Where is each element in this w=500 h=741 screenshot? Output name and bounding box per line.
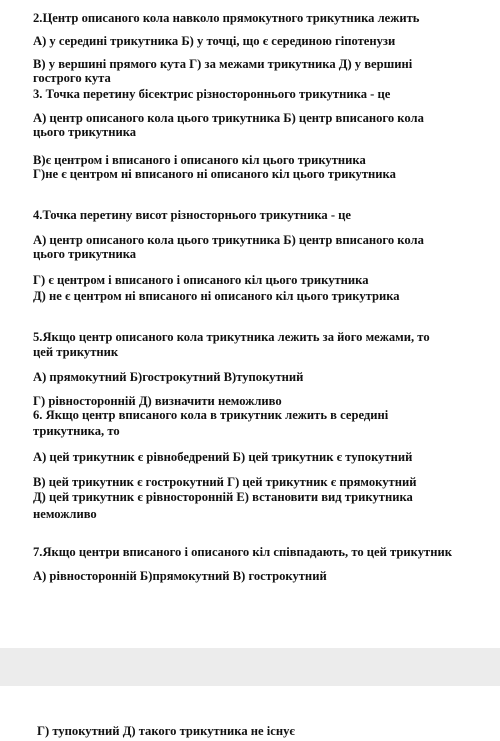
question-4-option-g: Г) є центром і вписаного і описаного кіл цього трикутника — [33, 273, 369, 287]
question-5-options-gd: Г) рівносторонній Д) визначити неможливо — [33, 394, 282, 408]
question-3-title: 3. Точка перетину бісектрис різностороннього трикутника - це — [33, 87, 391, 101]
question-7-title: 7.Якщо центри вписаного і описаного кіл співпадають, то цей трикутник — [33, 545, 452, 559]
question-3-option-g: Г)не є центром ні вписаного ні описаного кіл цього трикутника — [33, 167, 396, 181]
question-4-option-d: Д) не є центром ні вписаного ні описаного кіл цього трикутрика — [33, 289, 400, 303]
question-7-options-abv: А) рівносторонній Б)прямокутний В) гострокутний — [33, 569, 327, 583]
question-2-title: 2.Центр описаного кола навколо прямокутного трикутника лежить — [33, 11, 420, 25]
question-5-options-abv: А) прямокутний Б)гострокутний В)тупокутний — [33, 370, 304, 384]
question-2-options-vgd: В) у вершині прямого кута Г) за межами трикутника Д) у вершині — [33, 57, 413, 71]
question-5-title: 5.Якщо центр описаного кола трикутника лежить за його межами, то — [33, 330, 430, 344]
question-6-options-vg: В) цей трикутник є гострокутний Г) цей трикутник є прямокутний — [33, 475, 417, 489]
question-6-title-cont: трикутника, то — [33, 424, 120, 438]
question-5-title-cont: цей трикутник — [33, 345, 119, 359]
document-page-2 — [0, 686, 500, 741]
question-6-title: 6. Якщо центр вписаного кола в трикутник лежить в середині — [33, 408, 389, 422]
question-6-options-de-cont: неможливо — [33, 507, 97, 521]
question-2-options-ab: А) у середині трикутника Б) у точці, що є серединою гіпотенузи — [33, 34, 396, 48]
page-2-options-gd: Г) тупокутний Д) такого трикутника не існує — [37, 724, 295, 738]
question-3-option-v: В)є центром і вписаного і описаного кіл цього трикутника — [33, 153, 366, 167]
question-4-title: 4.Точка перетину висот різносторнього трикутника - це — [33, 208, 352, 222]
question-2-options-vgd-cont: гострого кута — [33, 71, 111, 85]
question-3-options-ab: А) центр описаного кола цього трикутника Б) центр вписаного кола — [33, 111, 424, 125]
page-gap — [0, 648, 500, 686]
question-4-options-ab-cont: цього трикутника — [33, 247, 137, 261]
question-6-options-de: Д) цей трикутник є рівносторонній Е) встановити вид трикутника — [33, 490, 413, 504]
question-6-options-ab: А) цей трикутник є рівнобедрений Б) цей трикутник є тупокутний — [33, 450, 413, 464]
question-4-options-ab: А) центр описаного кола цього трикутника Б) центр вписаного кола — [33, 233, 424, 247]
question-3-options-ab-cont: цього трикутника — [33, 125, 137, 139]
cut-off-line — [30, 737, 490, 741]
